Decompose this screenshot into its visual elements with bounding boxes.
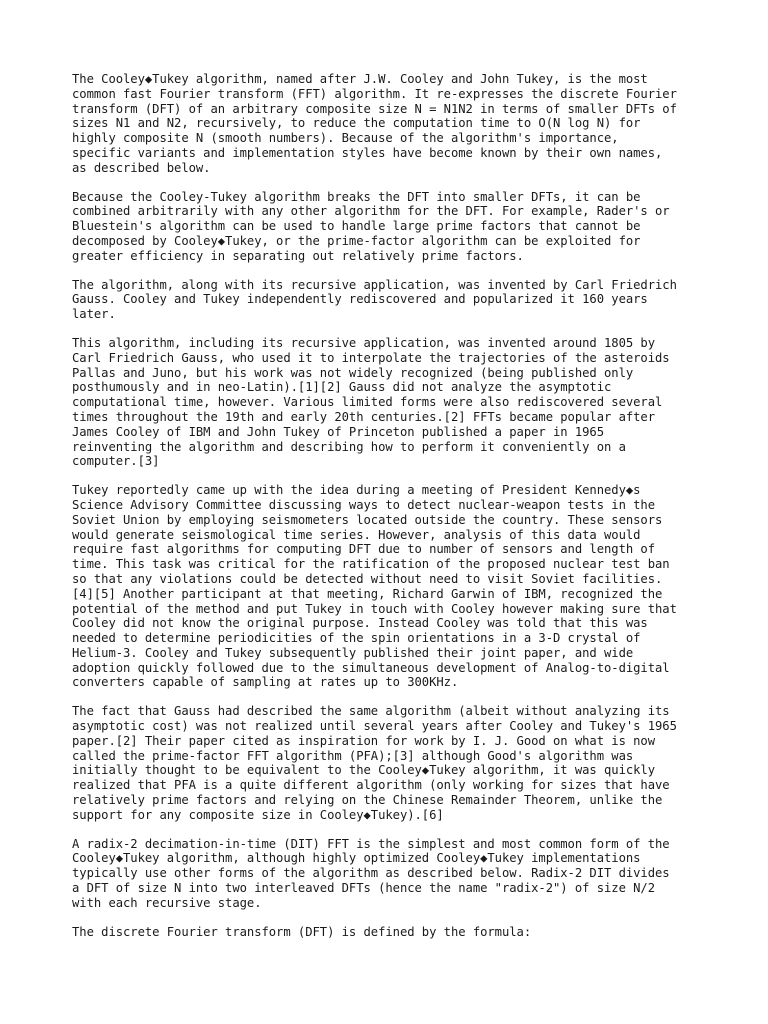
- paragraph-dft-definition: The discrete Fourier transform (DFT) is defined by the formula:: [72, 924, 532, 939]
- paragraph-invention: The algorithm, along with its recursive application, was invented by Carl Friedrich Gauss. Cooley and Tukey independently rediscovered and popularized it 160 years later.: [72, 277, 677, 322]
- paragraph-history: This algorithm, including its recursive application, was invented around 1805 by Carl Friedrich Gauss, who used it to interpolate the trajectories of the asteroids Pallas and Juno, but his work was not widely recognized (being published only posthumously and in neo-Latin).[1][2] Gauss did not analyze the asymptotic computational time, however. Various limited forms were also rediscovered several times throughout the 19th and early 20th centuries.[2] FFTs became popular after James Cooley of IBM and John Tukey of Princeton published a paper in 1965 reinventing the algorithm and describing how to perform it conveniently on a computer.[3]: [72, 335, 670, 469]
- document-page: [72, 72, 712, 953]
- paragraph-intro: The Cooley◆Tukey algorithm, named after J.W. Cooley and John Tukey, is the most common fast Fourier transform (FFT) algorithm. It re-expresses the discrete Fourier transform (DFT) of an arbitrary composite size N = N1N2 in terms of smaller DFTs of sizes N1 and N2, recursively, to reduce the computation time to O(N log N) for highly composite N (smooth numbers). Because of the algorithm's importance, specific variants and implementation styles have become known by their own names, as described below.: [72, 72, 677, 175]
- paragraph-tukey-meeting: Tukey reportedly came up with the idea during a meeting of President Kennedy◆s Science Advisory Committee discussing ways to detect nuclear-weapon tests in the Soviet Union by employing seismometers located outside the country. These sensors would generate seismological time series. However, analysis of this data would require fast algorithms for computing DFT due to number of sensors and length of time. This task was critical for the ratification of the proposed nuclear test ban so that any violations could be detected without need to visit Soviet facilities. [4][5] Another participant at that meeting, Richard Garwin of IBM, recognized the potential of the method and put Tukey in touch with Cooley however making sure that Cooley did not know the original purpose. Instead Cooley was told that this was needed to determine periodicities of the spin orientations in a 3-D crystal of Helium-3. Cooley and Tukey subsequently published their joint paper, and wide adoption quickly followed due to the simultaneous development of Analog-to-digital converters capable of sampling at rates up to 300KHz.: [72, 483, 677, 690]
- paragraph-combination: Because the Cooley-Tukey algorithm breaks the DFT into smaller DFTs, it can be combined arbitrarily with any other algorithm for the DFT. For example, Rader's or Bluestein's algorithm can be used to handle large prime factors that cannot be decomposed by Cooley◆Tukey, or the prime-factor algorithm can be exploited for greater efficiency in separating out relatively prime factors.: [72, 189, 670, 263]
- paragraph-gauss-recognition: The fact that Gauss had described the same algorithm (albeit without analyzing its asymptotic cost) was not realized until several years after Cooley and Tukey's 1965 paper.[2] Their paper cited as inspiration for work by I. J. Good on what is now called the prime-factor FFT algorithm (PFA);[3] although Good's algorithm was initially thought to be equivalent to the Cooley◆Tukey algorithm, it was quickly realized that PFA is a quite different algorithm (only working for sizes that have relatively prime factors and relying on the Chinese Remainder Theorem, unlike the support for any composite size in Cooley◆Tukey).[6]: [72, 704, 677, 822]
- paragraph-radix2: A radix-2 decimation-in-time (DIT) FFT is the simplest and most common form of the Cooley◆Tukey algorithm, although highly optimized Cooley◆Tukey implementations typically use other forms of the algorithm as described below. Radix-2 DIT divides a DFT of size N into two interleaved DFTs (hence the name "radix-2") of size N/2 with each recursive stage.: [72, 836, 670, 910]
